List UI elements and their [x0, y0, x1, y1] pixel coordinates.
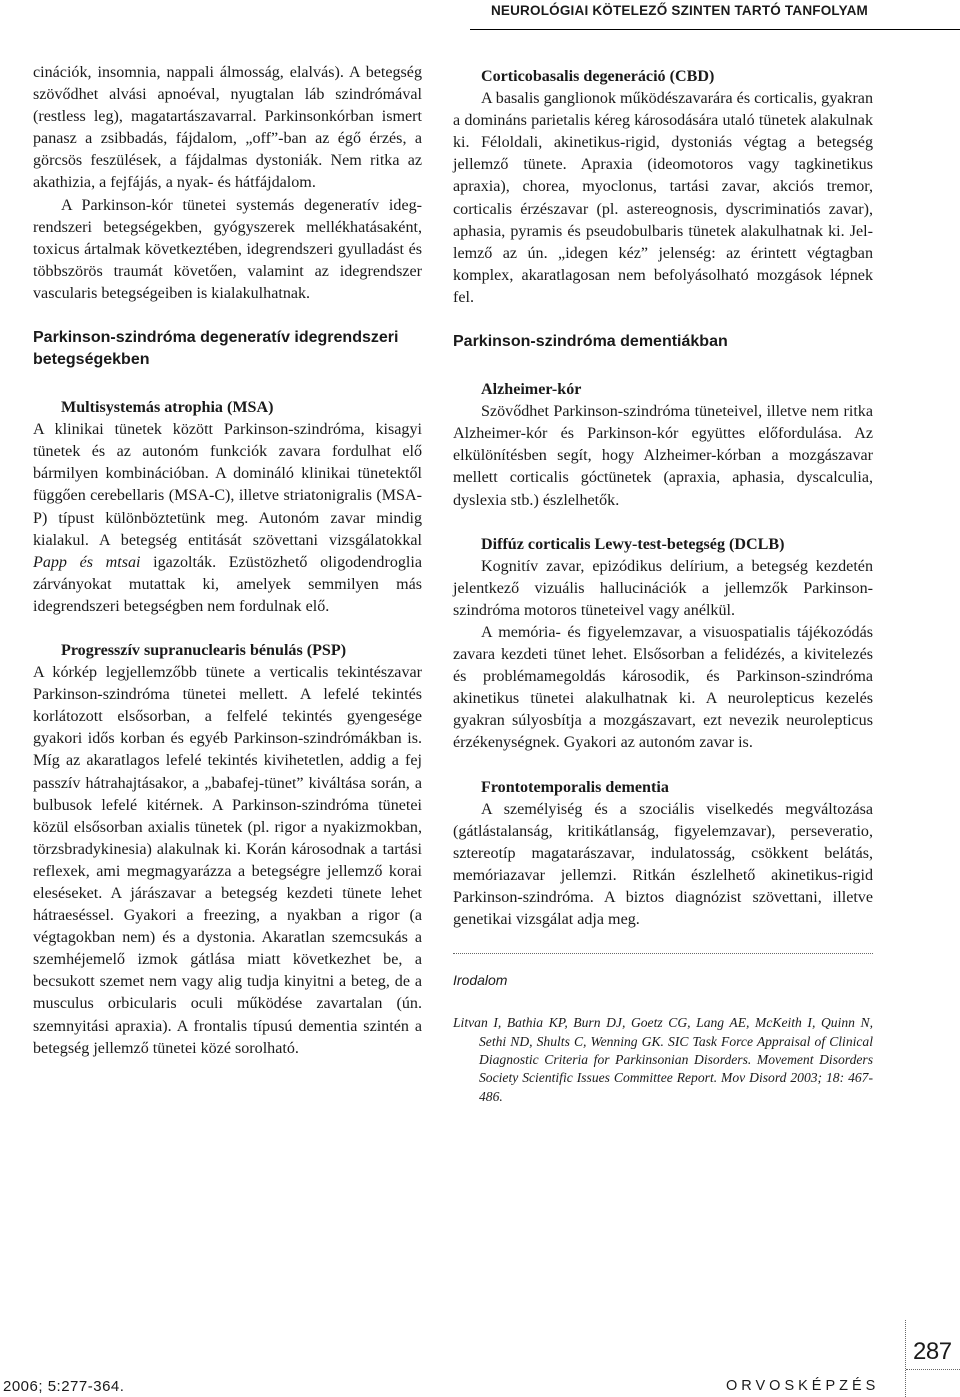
running-header: NEUROLÓGIAI KÖTELEZŐ SZINTEN TARTÓ TANFOLYAM [470, 0, 960, 30]
paragraph-cbd: A basalis ganglionok működészavarára és corticalis, gyakran a domináns parietalis kéreg károsodására utaló tünetek alakulnak ki. Féloldali, akinetikus-rigid, dystoniás végtag a betegség jellemző tünete. Apraxia (ideomotoros vagy tagkinetikus apraxia), chorea, myoclonus, tartási zavar, akciós tremor, corticalis érzészavar (pl. astereognosis, dyscriminatiós zavar), aphasia, pyramis és pseudobulbaris tünetek alakulhatnak ki. Jellemző az ún. „idegen kéz” jelenség: az érintett végtagban komplex, akaratlagosan nem befolyásolható mozgások lépnek fel. [453, 90, 873, 306]
paragraph-ftd: A személyiség és a szociális viselkedés megváltozása (gátlástalanság, kritikátlanság, figyelemzavar), perseveratio, sztereotíp magatarászavar, indulatosság, csökkent belátás, memóriazavar jellemzi. Ritkán észlelhető akinetikus-rigid Parkinson-szindróma. A biztos diagnózist szövettani, illetve genetikai vizsgálat adja meg. [453, 800, 873, 929]
page-number: 287 [913, 1338, 952, 1365]
section-heading-dementia: Parkinson-szindróma dementiákban [453, 333, 728, 351]
paragraph-psp: A kórkép legjellemzőbb tünete a verticalis tekintészavar Parkinson-szindróma tünetei mellett. A lefelé tekintés korlátozott elsősorban, a felfelé tekintés gyengesége gyakori idős korban és egyéb Parkinson-szindrómákban is. Míg az akaratlagos lefelé tekintés kivihetetlen, addig a fej passzív hátrahajtásakor, a „babafej-tünet” kiváltása során, a bulbusok lefelé kitérnek. A Parkinson-szindróma tünetei közül elsősorban axialis tünetek (pl. rigor a nyakizmokban, törzsbradykinesia) alakulnak ki. Korán károsodnak a tartási reflexek, ami megmagyarázza a betegségre jellemző korai eleséseket. A járászavar a betegség kezdeti tünete lehet hátraeséssel. Gyakori a freezing, a nyakban a rigor (a végtagokban nem) és a dystonia. Akaratlan szemcsukás a szemhéjemelő izmok gátlása miatt következhet be, a becsukott szemet nem vagy alig tudja kinyitni a beteg, de a musculus orbicularis oculi működése zavartalan (ún. szemnyitási apraxia). A frontalis típusú dementia szintén a betegség jellemző tünetei közé sorolható. [33, 664, 422, 1057]
paragraph-parkinson-causes: A Parkinson-kór tünetei systemás degeneratív idegrendszeri betegségekben, gyógyszerek mellékhatásaként, toxicus ártalmak következtében, idegrendszeri gyulladást és többszörös traumát követően, valamint az idegrendszer vascularis betegségeiben is kialakulhatnak. [33, 196, 422, 302]
footer-journal-name: ORVOSKÉPZÉS [726, 1378, 880, 1394]
paragraph-dclb-1: Kognitív zavar, epizódikus delírium, a betegség kezdetén jelentkező vizuális hallucinációk a jellemzők Parkinson-szindróma motoros tüneteivel vagy anélkül. [453, 557, 873, 619]
right-column [453, 66, 873, 1106]
subheading-msa: Multisystemás atrophia (MSA) [61, 399, 274, 417]
section-heading-degenerative: Parkinson-szindróma degeneratív idegrendszeri betegségekben [33, 329, 399, 369]
left-column [33, 62, 422, 1060]
footer-citation: 2006; 5:277-364. [3, 1378, 125, 1395]
subheading-psp: Progresszív supranuclearis bénulás (PSP) [61, 641, 347, 659]
page-number-divider [905, 1320, 906, 1397]
subheading-dclb: Diffúz corticalis Lewy-test-betegség (DCLB) [481, 535, 785, 553]
paragraph-intro-continuation: cinációk, insomnia, nappali álmosság, elalvás). A betegség szövődhet alvási apnoéval, nyugtalan láb szindrómával (restless leg), magatartászavarral. Parkinsonkórban ismert panasz a zsibbadás, fájdalom, „off”-ban az égő érzés, a görcsös feszülések, a fájdalmas dystoniák. Nem ritka az akathizia, a fejfájás, a nyak- és hátfájdalom. [33, 64, 422, 192]
page-number-underline [906, 1369, 960, 1370]
subheading-cbd: Corticobasalis degeneráció (CBD) [481, 68, 715, 85]
subheading-ftd: Frontotemporalis dementia [481, 778, 669, 796]
bibliography-heading: Irodalom [453, 972, 508, 989]
citation-authors: Papp és mtsai [33, 553, 141, 571]
reference-item: Litvan I, Bathia KP, Burn DJ, Goetz CG, Lang AE, McKeith I, Quinn N, Sethi ND, Shults C, Wenning GK. SIC Task Force Appraisal of Clinical Diagnostic Criteria for Parkinsonian Disorders. Movement Disorders Society Scientific Issues Committee Report. Mov Disord 2003; 18: 467-486. [453, 1015, 873, 1104]
paragraph-msa: A klinikai tünetek között Parkinson-szindróma, kisagyi tünetek és az autonóm funkciók zavara fordulhat elő bármilyen kombinációban. A domináló klinikai tünetektől függően cerebellaris (MSA-C), illetve striatonigralis (MSA-P) típust különböztetünk meg. Autonóm zavar mindig kialakul. A betegség entitását szövettani vizsgálatokkal Papp és mtsai igazolták. Ezüstözhető oligodendroglia zárványokat mutattak ki, amelyek semmilyen más idegrendszeri betegségben nem fordulnak elő. [33, 421, 422, 615]
paragraph-dclb-2: A memória- és figyelemzavar, a visuospatialis tájékozódás zavara kezdeti tünet lehet. Elsősorban a felidézés, a kivitelezés és problémamegoldás károsodik, és Parkinson-szindróma akinetikus tünetei alakulhatnak ki. A neurolepticus kezelés gyakran súlyosbítja a mozgászavart, ezt nevezik neurolepticus érzékenységnek. Gyakori az autonóm zavar is. [453, 623, 873, 752]
subheading-alzheimer: Alzheimer-kór [481, 381, 582, 399]
paragraph-alzheimer: Szövődhet Parkinson-szindróma tüneteivel, illetve nem ritka Alzheimer-kór és Parkinson-kór együttes előfordulása. Az elkülönítésben segít, hogy Alzheimer-kórban a mozgászavar mellett corticalis góctünetek (apraxia, aphasia, dyscalculia, dyslexia stb.) észlelhetők. [453, 403, 873, 509]
